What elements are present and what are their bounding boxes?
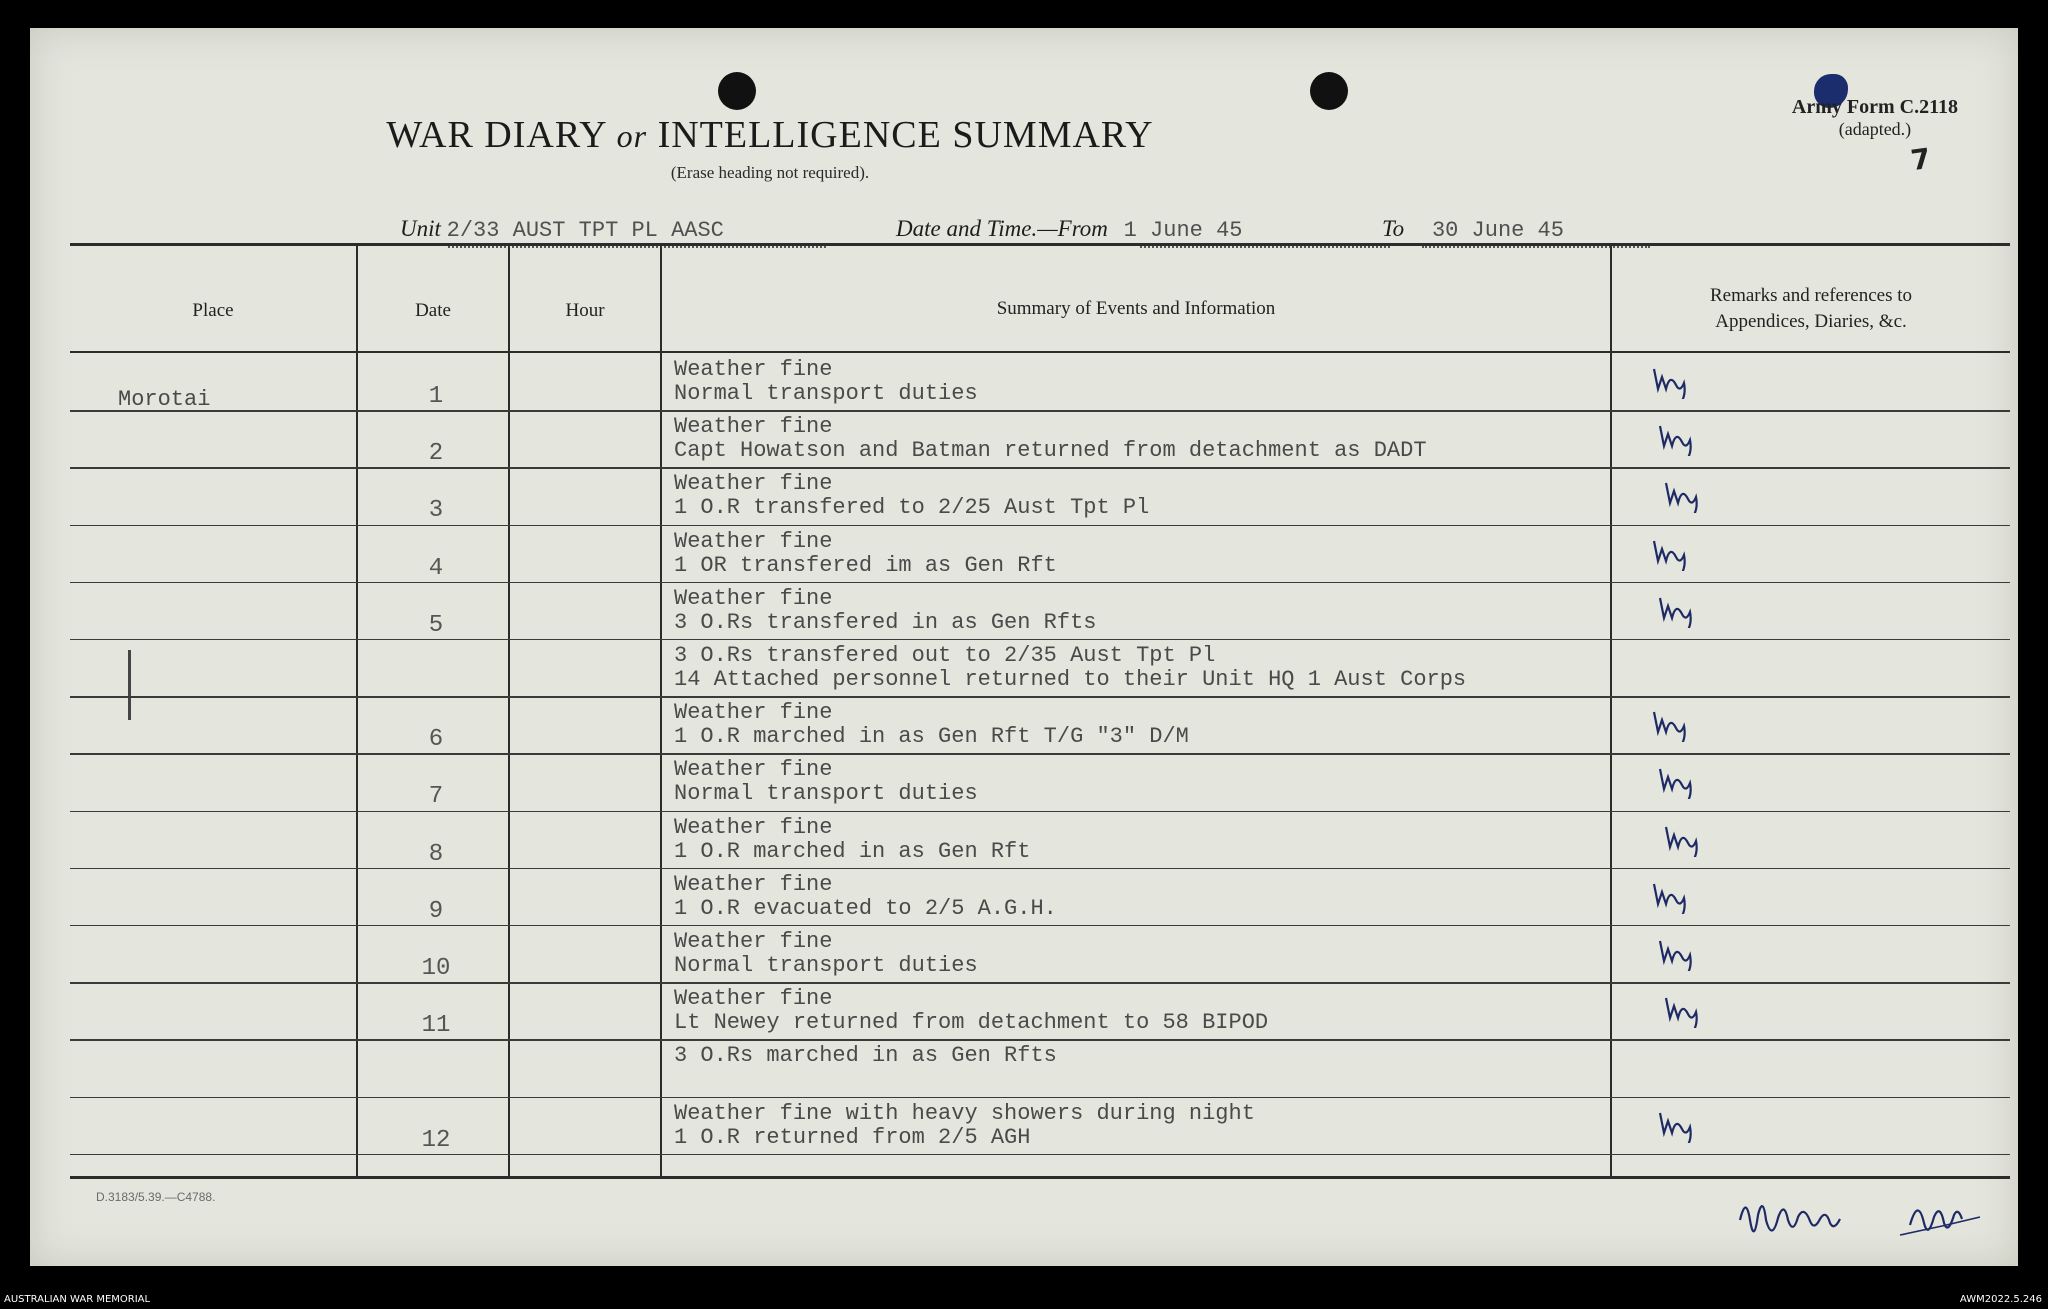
summary-line-1: Weather fine <box>674 585 833 611</box>
date-cell: 6 <box>428 726 444 754</box>
summary-line-1: 3 O.Rs marched in as Gen Rfts <box>674 1043 1057 1069</box>
summary-line-2: 1 O.R returned from 2/5 AGH <box>674 1124 1031 1150</box>
initials-mark <box>1650 363 1690 399</box>
table-row <box>70 813 2010 870</box>
date-cell: 11 <box>421 1012 451 1040</box>
date-cell: 4 <box>428 554 444 582</box>
initials-mark <box>1662 477 1702 513</box>
table-row <box>70 1099 2010 1156</box>
table-row <box>70 412 2010 469</box>
summary-line-1: Weather fine with heavy showers during night <box>674 1100 1255 1126</box>
page-number: 7 <box>1908 141 1933 178</box>
summary-line-2: 1 O.R evacuated to 2/5 A.G.H. <box>674 895 1057 921</box>
document-page <box>30 28 2018 1266</box>
summary-line-1: Weather fine <box>674 757 833 783</box>
summary-line-2: 1 O.R marched in as Gen Rft <box>674 838 1031 864</box>
summary-line-2: 14 Attached personnel returned to their Unit HQ 1 Aust Corps <box>674 667 1467 692</box>
summary-line-2: Normal transport duties <box>674 381 978 406</box>
unit-field <box>400 216 724 243</box>
date-cell: 9 <box>428 897 444 925</box>
table-row <box>70 469 2010 526</box>
col-header-summary: Summary of Events and Information <box>996 298 1276 319</box>
document-subtitle: (Erase heading not required). <box>670 163 870 182</box>
table-row <box>70 927 2010 984</box>
summary-line-1: Weather fine <box>674 871 833 897</box>
punch-hole-right <box>1310 72 1348 110</box>
table-row <box>70 584 2010 641</box>
initials-mark <box>1656 935 1696 971</box>
table-row <box>70 1041 2010 1098</box>
initials-mark <box>1656 420 1696 456</box>
summary-line-2: 3 O.Rs transfered in as Gen Rfts <box>674 609 1097 635</box>
caption-source: AUSTRALIAN WAR MEMORIAL <box>4 1294 151 1305</box>
initials-mark <box>1656 592 1696 628</box>
form-reference: Army Form C.2118 (adapted.) <box>1791 96 1958 139</box>
header-bottom-rule <box>70 351 2010 353</box>
summary-line-1: Weather fine <box>674 700 833 726</box>
summary-line-2: Normal transport duties <box>674 953 978 978</box>
col-header-place: Place <box>192 300 234 321</box>
summary-line-2: 1 O.R marched in as Gen Rft T/G "3" D/M <box>674 724 1189 750</box>
table-row <box>70 755 2010 812</box>
to-label: To <box>1382 216 1405 241</box>
date-from: 1 June 45 <box>1123 218 1243 243</box>
date-to-field <box>1382 216 1564 243</box>
row-rule <box>70 1154 2010 1156</box>
date-cell: 3 <box>428 497 444 525</box>
summary-line-1: Weather fine <box>674 986 833 1012</box>
initials-mark <box>1656 1107 1696 1143</box>
table-row <box>70 355 2010 412</box>
summary-line-2: 1 OR transfered im as Gen Rft <box>674 552 1057 578</box>
initials-mark <box>1662 821 1702 857</box>
initials-mark <box>1650 706 1690 742</box>
col-header-date: Date <box>415 300 451 321</box>
table-row <box>70 870 2010 927</box>
date-cell: 8 <box>428 840 444 868</box>
unit-value: 2/33 AUST TPT PL AASC <box>446 218 724 243</box>
summary-line-2: Lt Newey returned from detachment to 58 BIPOD <box>674 1010 1269 1036</box>
initials-mark <box>1662 992 1702 1028</box>
date-cell: 5 <box>428 611 444 639</box>
unit-label: Unit <box>400 216 441 241</box>
date-cell: 10 <box>421 955 451 982</box>
date-label: Date and Time.—From <box>896 216 1108 241</box>
punch-hole-left <box>718 72 756 110</box>
initials-mark <box>1650 535 1690 571</box>
summary-line-1: Weather fine <box>674 929 833 954</box>
place-cell: Morotai <box>118 387 211 412</box>
table-top-rule <box>70 243 2010 246</box>
table-row <box>70 527 2010 584</box>
date-cell: 2 <box>428 440 444 468</box>
summary-line-1: 3 O.Rs transfered out to 2/35 Aust Tpt Pl <box>674 643 1216 668</box>
diary-table <box>70 243 2010 1178</box>
table-row <box>70 984 2010 1041</box>
summary-line-2: 1 O.R transfered to 2/25 Aust Tpt Pl <box>674 495 1150 521</box>
document-title: WAR DIARY or INTELLIGENCE SUMMARY <box>386 114 1154 156</box>
summary-line-1: Weather fine <box>674 414 833 440</box>
table-row <box>70 641 2010 698</box>
date-to: 30 June 45 <box>1431 218 1564 243</box>
date-cell: 7 <box>428 783 444 811</box>
summary-line-2: Capt Howatson and Batman returned from detachment as DADT <box>674 438 1427 464</box>
signature <box>1730 1190 1990 1250</box>
caption-accession: AWM2022.5.246 <box>1959 1294 2042 1305</box>
summary-line-1: Weather fine <box>674 528 833 554</box>
date-range <box>896 216 1242 243</box>
table-row <box>70 698 2010 755</box>
date-cell: 12 <box>421 1126 451 1154</box>
summary-line-1: Weather fine <box>674 471 833 497</box>
initials-mark <box>1650 878 1690 914</box>
summary-line-1: Weather fine <box>674 814 833 840</box>
col-header-hour: Hour <box>565 300 605 321</box>
col-header-remarks: Remarks and references to Appendices, Diaries, &c. <box>1709 285 1913 332</box>
summary-line-1: Weather fine <box>674 357 833 382</box>
initials-mark <box>1656 763 1696 799</box>
footer-code: D.3183/5.39.—C4788. <box>96 1190 216 1204</box>
date-cell: 1 <box>428 383 444 410</box>
summary-line-2: Normal transport duties <box>674 781 978 807</box>
table-bottom-rule <box>70 1176 2010 1179</box>
